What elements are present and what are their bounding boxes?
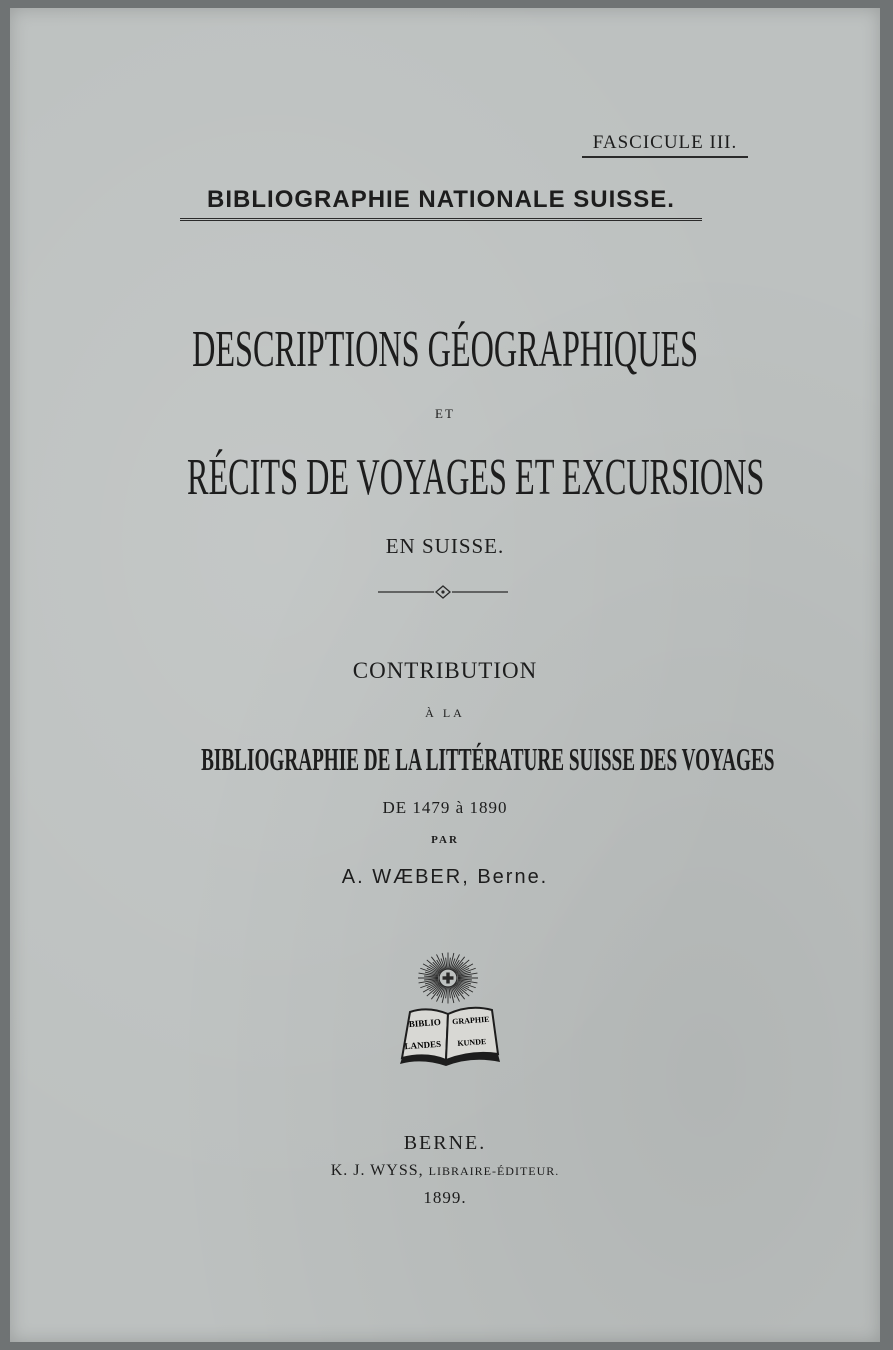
title-line-2	[10, 448, 880, 507]
publisher-role: LIBRAIRE-ÉDITEUR.	[428, 1164, 560, 1178]
title-line-2-text: RÉCITS DE VOYAGES ET EXCURSIONS	[186, 449, 765, 506]
par-label: PAR	[431, 834, 459, 846]
title-conjunction: ET	[435, 406, 455, 421]
contribution-label: CONTRIBUTION	[352, 658, 538, 683]
emblem-book-text-3: LANDES	[404, 1038, 442, 1052]
publication-city: BERNE.	[403, 1132, 487, 1154]
bibliographie-line	[10, 741, 880, 778]
publication-year: 1899.	[423, 1188, 467, 1207]
title-line-3: EN SUISSE.	[385, 534, 505, 558]
fascicule-label: FASCICULE III.	[582, 132, 748, 158]
emblem-book-text-4: KUNDE	[457, 1037, 487, 1049]
book-sunburst-emblem-icon	[388, 946, 508, 1068]
title-line-1	[10, 320, 880, 379]
a-la-label: À LA	[425, 706, 465, 720]
author-name: A. WÆBER, Berne.	[341, 866, 549, 888]
title-line-1-text: DESCRIPTIONS GÉOGRAPHIQUES	[191, 321, 699, 378]
date-range: DE 1479 à 1890	[382, 798, 508, 817]
series-title: BIBLIOGRAPHIE NATIONALE SUISSE.	[180, 186, 702, 221]
publisher-line	[10, 1162, 880, 1180]
bibliographie-line-text: BIBLIOGRAPHIE DE LA LITTÉRATURE SUISSE DES VOYAGES	[201, 741, 775, 777]
title-page	[10, 8, 880, 1342]
emblem-book-text-2: GRAPHIE	[451, 1014, 490, 1027]
publisher-name: K. J. WYSS,	[330, 1162, 424, 1179]
emblem-book-text-1: BIBLIO	[408, 1016, 442, 1030]
diamond-ornament-icon	[378, 585, 508, 599]
